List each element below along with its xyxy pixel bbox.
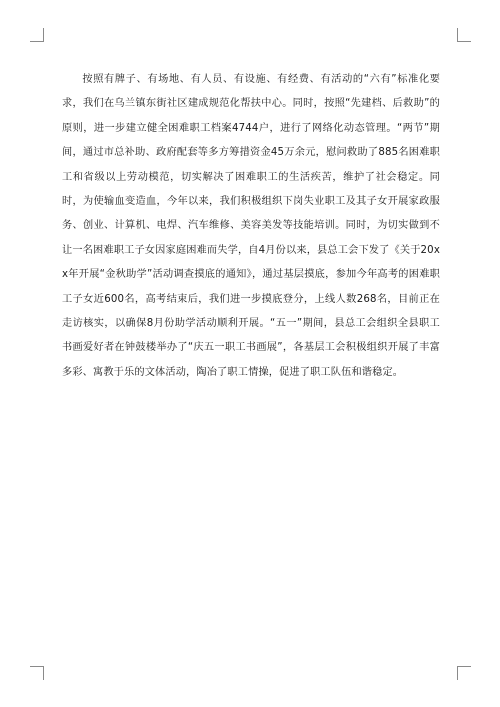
body-paragraph: 按照有牌子、有场地、有人员、有设施、有经费、有活动的“六有”标准化要求，我们在乌兰镇东街社区建成规范化帮扶中心。同时，按照“先建档、后救助”的原则，进一步建立健全困难职工档案4744户，进行了网络化动态管理。“两节”期间，通过市总补助、政府配套等多方筹措资金45万余元，慰问救助了885名困难职工和省级以上劳动模范，切实解决了困难职工的生活疾苦，维护了社会稳定。同时，为使输血变造血，今年以来，我们积极组织下岗失业职工及其子女开展家政服务、创业、计算机、电焊、汽车维修、美容美发等技能培训。同时，为切实做到不让一名困难职工子女因家庭困难而失学，自4月份以来，县总工会下发了《关于20xx年开展“金秋助学”活动调查摸底的通知》，通过基层摸底，参加今年高考的困难职工子女近600名，高考结束后，我们进一步摸底登分，上线人数268名，目前正在走访核实，以确保8月份助学活动顺利开展。“五一”期间，县总工会组织全县职工书画爱好者在钟鼓楼举办了“庆五一职工书画展”，各基层工会积极组织开展了丰富多彩、寓教于乐的文体活动，陶冶了职工情操，促进了职工队伍和谐稳定。 [62, 74, 440, 378]
crop-mark-top-right [457, 28, 471, 42]
crop-mark-bottom-left [30, 666, 44, 680]
crop-mark-bottom-right [457, 666, 471, 680]
crop-mark-top-left [30, 28, 44, 42]
